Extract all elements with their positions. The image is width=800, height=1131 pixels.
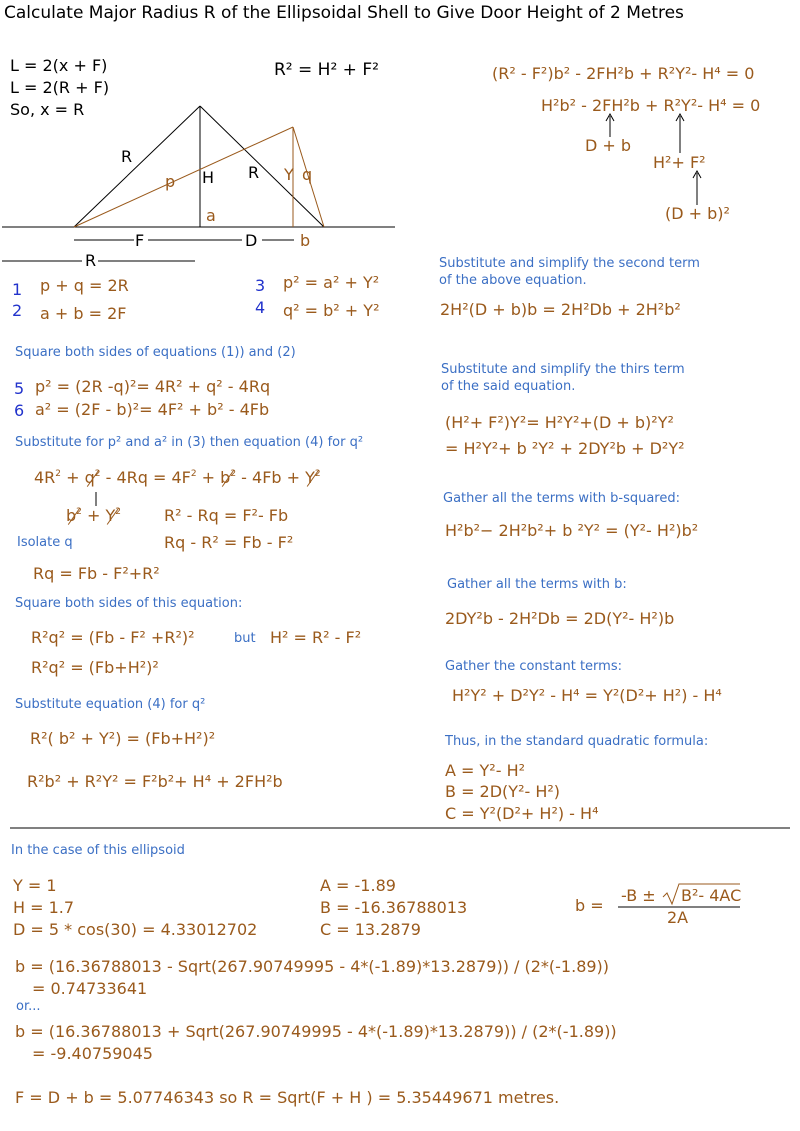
eq-r3: H²b²− 2H²b²+ b ²Y² = (Y²- H²)b² — [445, 521, 699, 540]
annotation-d-plus-b: D + b — [585, 136, 632, 155]
note-square-equation: Square both sides of this equation: — [15, 596, 243, 611]
eq-number-6: 6 — [14, 401, 25, 420]
value-h: H = 1.7 — [13, 898, 75, 917]
eq-r5: H²Y² + D²Y² - H⁴ = Y²(D²+ H²) - H⁴ — [452, 686, 722, 705]
note-but: but — [234, 631, 256, 646]
result-b2-value: = -9.40759045 — [32, 1044, 153, 1063]
formula-numerator-b: B²- 4AC — [681, 886, 742, 905]
eq-quadratic-2: H²b² - 2FH²b + R²Y²- H⁴ = 0 — [541, 96, 761, 115]
label-h: H — [202, 168, 215, 187]
eq-substituted: $4R^2 + q^2 - 4Rq = 4F^2 + b^2 - 4Fb + Y^2$ — [34, 468, 321, 487]
eq-q-squared-sub: $b^2 + Y^2$ — [66, 506, 121, 525]
eq-sq-2: R²q² = (Fb+H²)² — [31, 658, 159, 677]
result-b2: b = (16.36788013 + Sqrt(267.90749995 - 4*(-1.89)*13.2879)) / (2*(-1.89)) — [15, 1022, 617, 1041]
note-constant-terms: Gather the constant terms: — [445, 659, 622, 674]
eq-6: a² = (2F - b)²= 4F² + b² - 4Fb — [35, 400, 270, 419]
note-second-term-a: Substitute and simplify the second term — [439, 256, 700, 271]
eq-rq-2: Rq - R² = Fb - F² — [164, 533, 294, 552]
eq-coef-a: A = Y²- H² — [445, 761, 526, 780]
eq-5: p² = (2R -q)²= 4R² + q² - 4Rq — [35, 377, 271, 396]
label-a: a — [206, 206, 216, 225]
label-f: F — [135, 231, 145, 250]
eq-3: p² = a² + Y² — [283, 273, 380, 292]
note-square-both: Square both sides of equations (1)) and (2) — [15, 345, 296, 360]
note-quadratic-formula: Thus, in the standard quadratic formula: — [445, 734, 709, 749]
eq-r2a: (H²+ F²)Y²= H²Y²+(D + b)²Y² — [445, 413, 674, 432]
annotation-d-plus-b-squared: (D + b)² — [665, 204, 730, 223]
note-substitute-4: Substitute equation (4) for q² — [15, 697, 206, 712]
final-result: F = D + b = 5.07746343 so R = Sqrt(F + H ) = 5.35449671 metres. — [15, 1088, 560, 1107]
result-b1-value: = 0.74733641 — [32, 979, 148, 998]
value-y: Y = 1 — [13, 876, 57, 895]
eq-number-5: 5 — [14, 379, 25, 398]
note-isolate-q: Isolate q — [17, 535, 73, 550]
eq-l2: L = 2(R + F) — [10, 78, 110, 97]
eq-l3: So, x = R — [10, 100, 85, 119]
value-c: C = 13.2879 — [320, 920, 421, 939]
annotation-h2-f2: H²+ F² — [653, 153, 706, 172]
label-y: Y — [284, 165, 294, 184]
eq-number-4: 4 — [255, 298, 266, 317]
eq-number-2: 2 — [12, 301, 23, 320]
label-r-right: R — [248, 163, 260, 182]
value-a: A = -1.89 — [320, 876, 396, 895]
eq-r4: 2DY²b - 2H²Db = 2D(Y²- H²)b — [445, 609, 675, 628]
eq-h-squared: H² = R² - F² — [270, 628, 362, 647]
page-title: Calculate Major Radius R of the Ellipsoidal Shell to Give Door Height of 2 Metres — [4, 3, 684, 23]
eq-rq-1: R² - Rq = F²- Fb — [164, 506, 289, 525]
label-r-bottom: R — [85, 251, 97, 270]
note-this-ellipsoid: In the case of this ellipsoid — [11, 843, 185, 858]
eq-r1: 2H²(D + b)b = 2H²Db + 2H²b² — [440, 300, 681, 319]
formula-denominator: 2A — [667, 908, 689, 927]
eq-coef-c: C = Y²(D²+ H²) - H⁴ — [445, 804, 599, 823]
eq-pythagoras: R² = H² + F² — [274, 60, 379, 80]
eq-sq-1: R²q² = (Fb - F² +R²)² — [31, 628, 195, 647]
eq-number-1: 1 — [12, 280, 23, 299]
eq-2: a + b = 2F — [40, 304, 127, 323]
label-q: q — [302, 165, 313, 184]
label-b: b — [300, 231, 311, 250]
eq-l1: L = 2(x + F) — [10, 56, 108, 75]
eq-quadratic-1: (R² - F²)b² - 2FH²b + R²Y²- H⁴ = 0 — [492, 64, 755, 83]
eq-rq-3: Rq = Fb - F²+R² — [33, 564, 160, 583]
result-b1: b = (16.36788013 - Sqrt(267.90749995 - 4*(-1.89)*13.2879)) / (2*(-1.89)) — [15, 957, 610, 976]
eq-1: p + q = 2R — [40, 276, 129, 295]
note-third-term-a: Substitute and simplify the thirs term — [441, 362, 685, 377]
note-third-term-b: of the said equation. — [441, 379, 576, 394]
eq-s4b: R²b² + R²Y² = F²b²+ H⁴ + 2FH²b — [27, 772, 283, 791]
note-substitute-p-a: Substitute for p² and a² in (3) then equation (4) for q² — [15, 435, 364, 450]
value-b: B = -16.36788013 — [320, 898, 468, 917]
note-b-terms: Gather all the terms with b: — [447, 577, 627, 592]
eq-s4a: R²( b² + Y²) = (Fb+H²)² — [30, 729, 216, 748]
label-r-left: R — [121, 147, 133, 166]
label-d: D — [245, 231, 258, 250]
note-b-squared: Gather all the terms with b-squared: — [443, 491, 680, 506]
note-or: or... — [16, 999, 41, 1014]
eq-4: q² = b² + Y² — [283, 301, 380, 320]
note-second-term-b: of the above equation. — [439, 273, 587, 288]
formula-lhs: b = — [575, 896, 604, 915]
formula-numerator-a: -B ± — [621, 886, 656, 905]
eq-r2b: = H²Y²+ b ²Y² + 2DY²b + D²Y² — [445, 439, 685, 458]
eq-number-3: 3 — [255, 276, 266, 295]
eq-coef-b: B = 2D(Y²- H²) — [445, 782, 561, 801]
value-d: D = 5 * cos(30) = 4.33012702 — [13, 920, 258, 939]
label-p: p — [165, 172, 176, 191]
